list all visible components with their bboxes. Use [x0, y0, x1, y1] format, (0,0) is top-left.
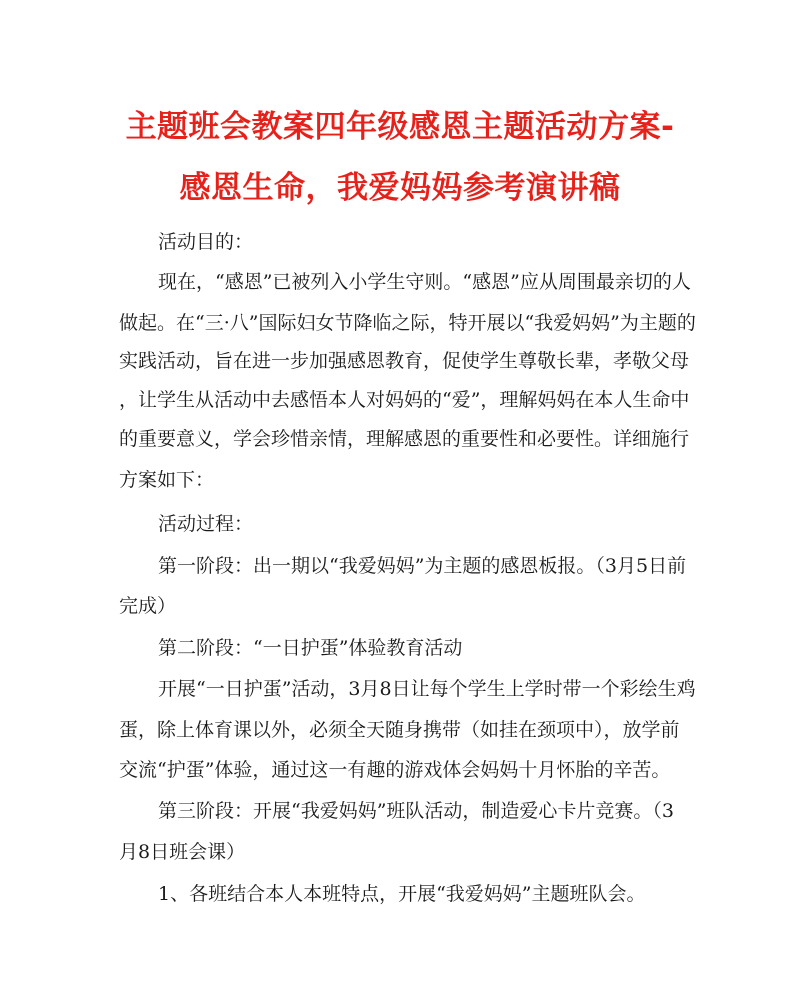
paragraph-line: 第二阶段：“一日护蛋”体验教育活动: [158, 637, 463, 659]
paragraph-line: 开展“一日护蛋”活动，3月8日让每个学生上学时带一个彩绘生鸡: [158, 678, 696, 700]
paragraph-line: 第一阶段：出一期以“我爱妈妈”为主题的感恩板报。（3月5日前: [158, 555, 687, 577]
paragraph-line: 完成）: [119, 595, 177, 617]
paragraph-line: 第三阶段：开展“我爱妈妈”班队活动，制造爱心卡片竞赛。（3: [158, 800, 675, 822]
section-heading-purpose: 活动目的：: [158, 231, 254, 253]
document-title-line-2: 感恩生命，我爱妈妈参考演讲稿: [179, 170, 621, 206]
paragraph-line: 交流“护蛋”体验，通过这一有趣的游戏体会妈妈十月怀胎的辛苦。: [119, 759, 671, 781]
paragraph-line: ，让学生从活动中去感悟本人对妈妈的“爱”，理解妈妈在本人生命中: [119, 389, 690, 411]
paragraph-line: 做起。在“三·八”国际妇女节降临之际，特开展以“我爱妈妈”为主题的: [119, 312, 696, 334]
paragraph-line: 的重要意义，学会珍惜亲情，理解感恩的重要性和必要性。详细施行: [119, 428, 690, 450]
paragraph-line: 蛋，除上体育课以外，必须全天随身携带（如挂在颈项中），放学前: [119, 719, 680, 741]
paragraph-line: 月8日班会课）: [119, 841, 246, 863]
paragraph-line: 实践活动，旨在进一步加强感恩教育，促使学生尊敬长辈，孝敬父母: [119, 350, 690, 372]
paragraph-line: 1、各班结合本人本班特点，开展“我爱妈妈”主题班队会。: [158, 883, 646, 905]
paragraph-line: 现在，“感恩”已被列入小学生守则。“感恩”应从周围最亲切的人: [158, 271, 691, 293]
paragraph-line: 方案如下：: [119, 469, 215, 491]
section-heading-process: 活动过程：: [158, 513, 254, 535]
document-title-line-1: 主题班会教案四年级感恩主题活动方案-: [125, 109, 675, 145]
